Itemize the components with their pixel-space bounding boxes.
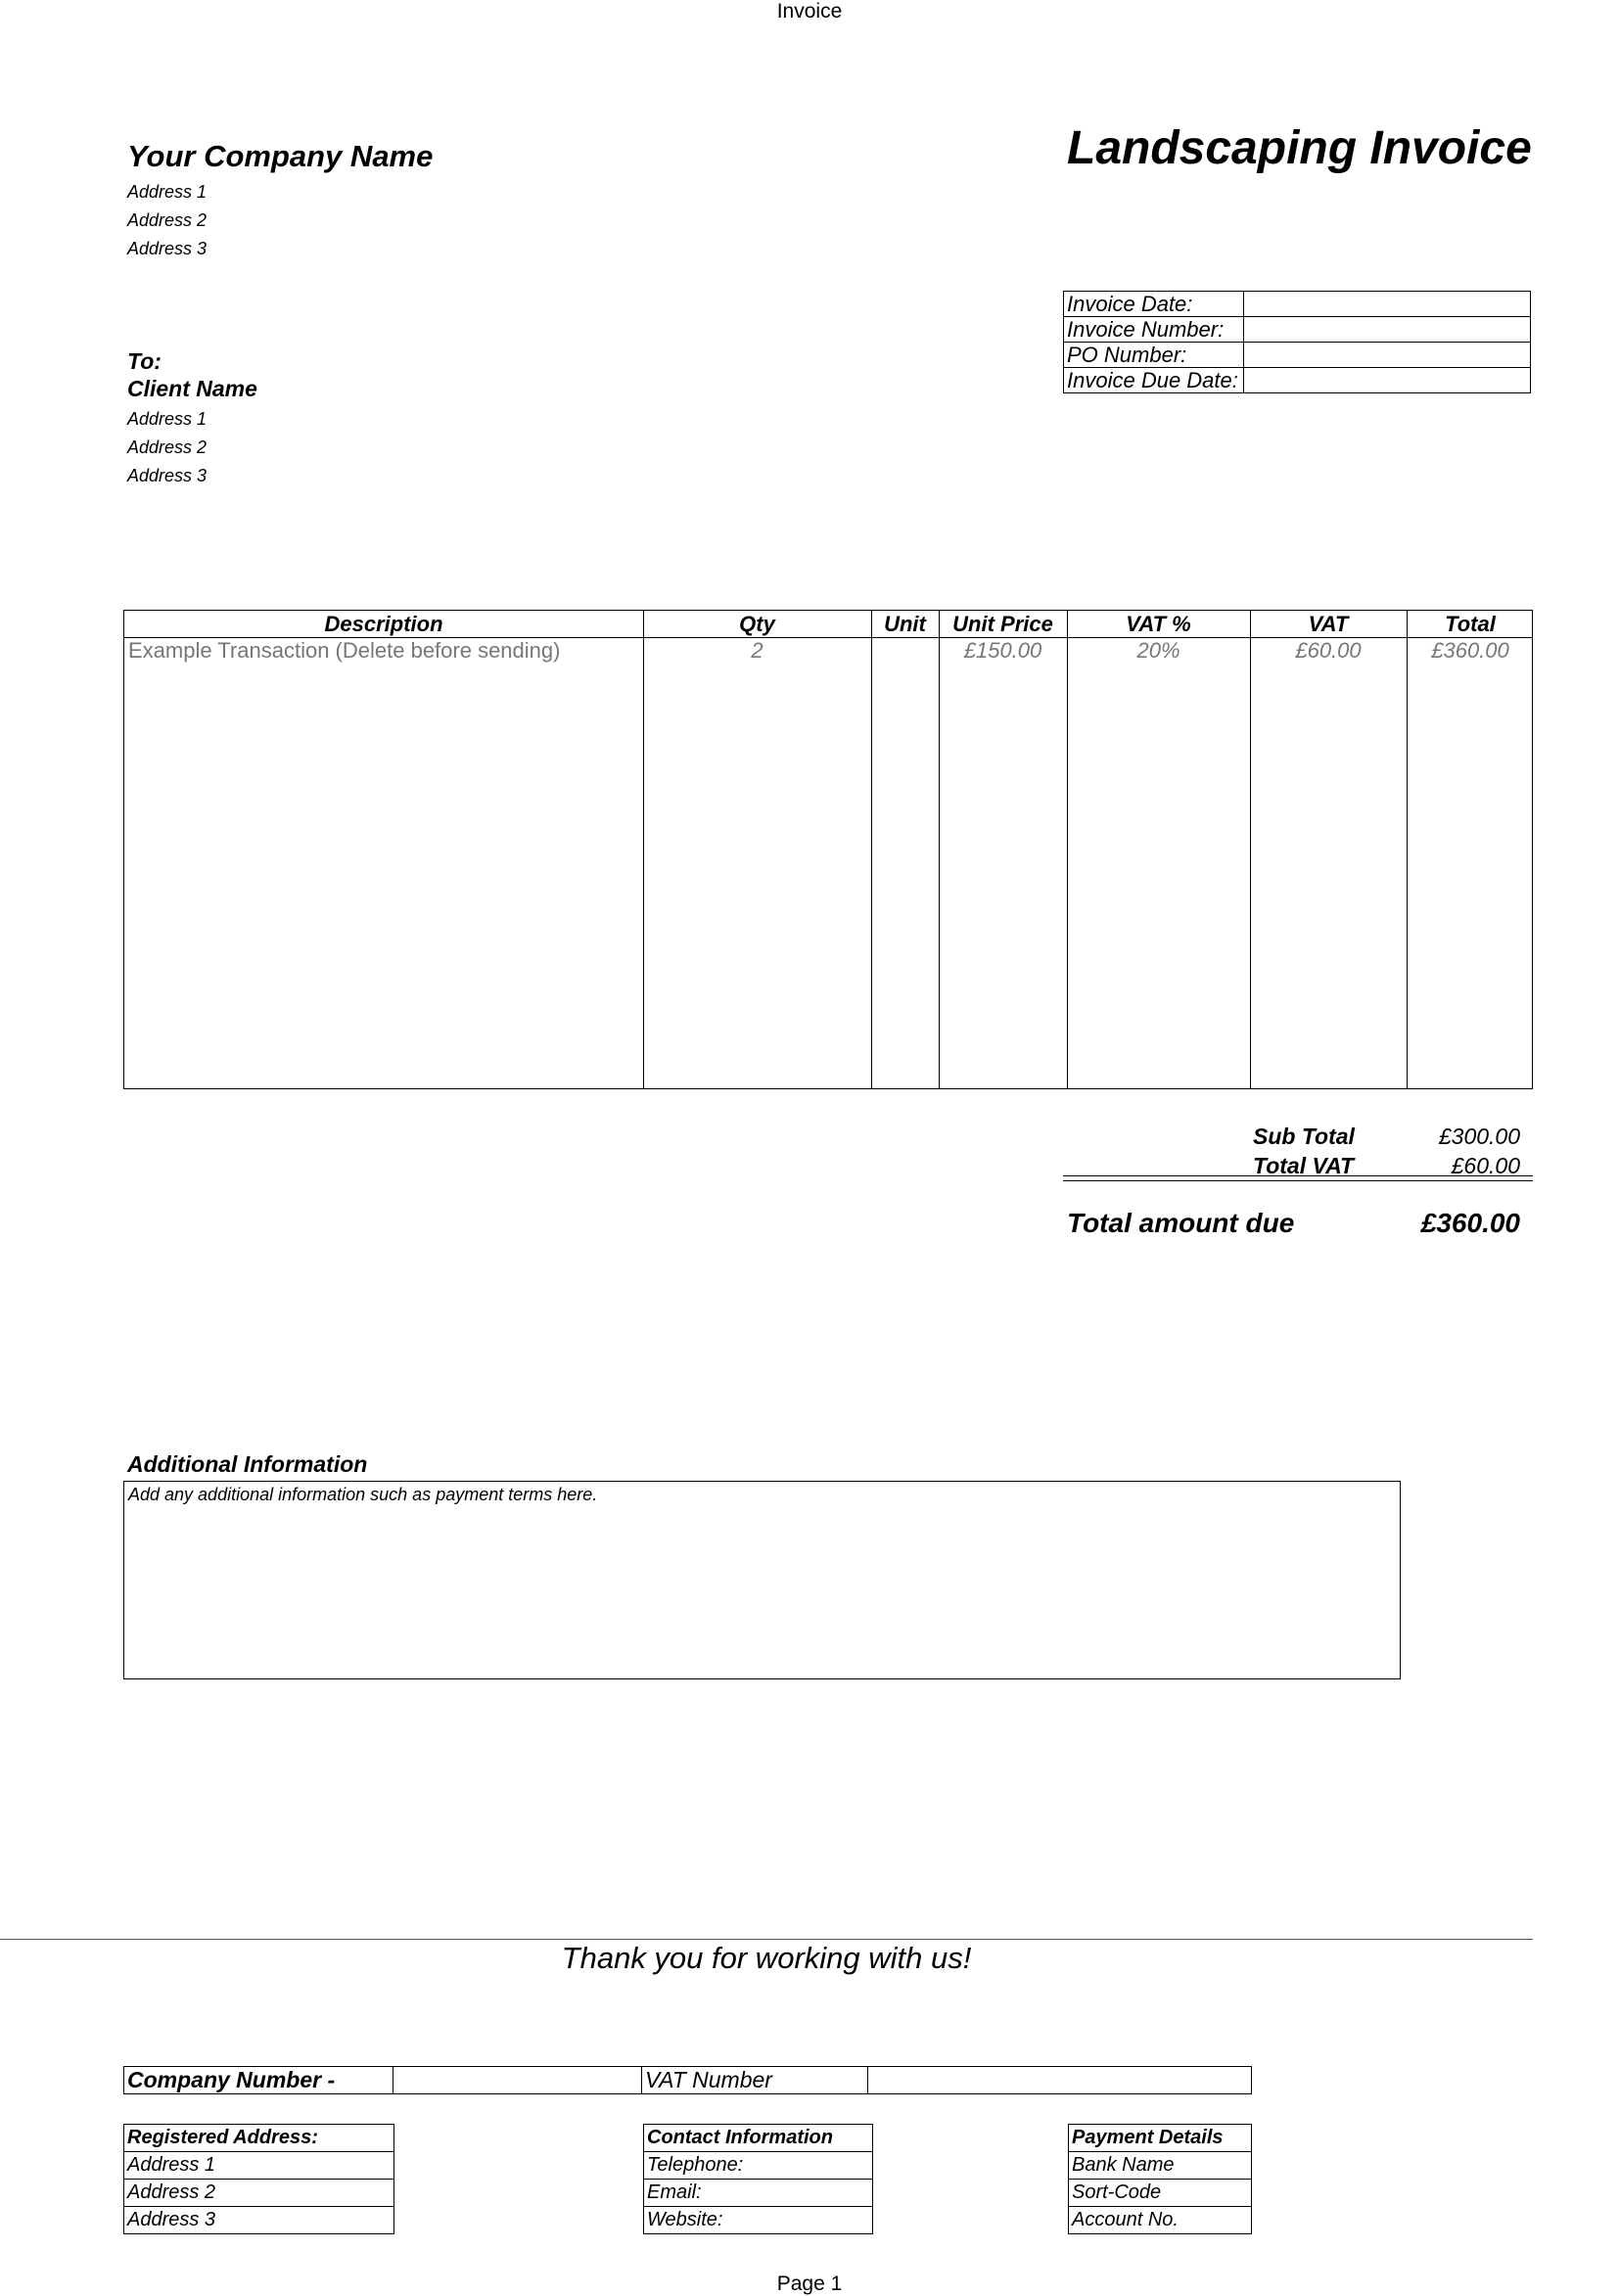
header-unit: Unit	[884, 612, 926, 636]
client-address-1: Address 1	[127, 409, 208, 429]
client-address-2: Address 2	[127, 437, 208, 457]
invoice-due-date-label: Invoice Due Date:	[1064, 368, 1244, 393]
registered-address-table	[123, 2124, 394, 2234]
column-divider	[871, 611, 872, 1088]
contact-website: Website:	[644, 2207, 873, 2234]
line-items-table	[123, 610, 1533, 1089]
registered-address-title: Registered Address:	[124, 2125, 394, 2152]
header-unit-price: Unit Price	[952, 612, 1053, 636]
item-description[interactable]: Example Transaction (Delete before sending)	[128, 638, 561, 663]
total-due-label: Total amount due	[1067, 1208, 1295, 1238]
payment-details-title: Payment Details	[1069, 2125, 1252, 2152]
header-vat: VAT	[1308, 612, 1349, 636]
item-unit-price[interactable]: £150.00	[963, 638, 1042, 663]
page-number: Page 1	[776, 2273, 843, 2295]
registered-address-1: Address 1	[124, 2152, 394, 2180]
payment-bank-name: Bank Name	[1069, 2152, 1252, 2180]
header-qty: Qty	[739, 612, 775, 636]
company-address-2: Address 2	[127, 210, 208, 230]
payment-account-no: Account No.	[1069, 2207, 1252, 2234]
po-number-row	[1064, 343, 1531, 368]
invoice-due-date-row	[1064, 368, 1531, 393]
header-description: Description	[324, 612, 443, 636]
subtotal-value: £300.00	[1438, 1124, 1520, 1149]
column-divider	[643, 611, 644, 1088]
document-title: Landscaping Invoice	[1067, 122, 1532, 174]
contact-telephone: Telephone:	[644, 2152, 873, 2180]
item-qty[interactable]: 2	[751, 638, 763, 663]
vat-number-label: VAT Number	[642, 2067, 868, 2094]
company-address-3: Address 3	[127, 239, 208, 258]
total-vat-value: £60.00	[1451, 1153, 1520, 1178]
total-vat-label: Total VAT	[1253, 1153, 1355, 1178]
payment-details-table	[1068, 2124, 1252, 2234]
item-total: £360.00	[1431, 638, 1509, 663]
invoice-number-label: Invoice Number:	[1064, 317, 1244, 343]
po-number-value[interactable]	[1244, 343, 1531, 368]
subtotal-label: Sub Total	[1253, 1124, 1355, 1149]
client-name: Client Name	[127, 376, 257, 401]
thanks-divider	[0, 1939, 1533, 1940]
company-name: Your Company Name	[127, 139, 434, 173]
invoice-date-value[interactable]	[1244, 292, 1531, 317]
contact-info-title: Contact Information	[644, 2125, 873, 2152]
invoice-date-label: Invoice Date:	[1064, 292, 1244, 317]
item-vat: £60.00	[1295, 638, 1362, 663]
invoice-date-row	[1064, 292, 1531, 317]
registered-address-3: Address 3	[124, 2207, 394, 2234]
totals-double-rule	[1063, 1175, 1533, 1181]
vat-number-value[interactable]	[868, 2067, 1252, 2094]
header-total: Total	[1445, 612, 1496, 636]
invoice-number-value[interactable]	[1244, 317, 1531, 343]
registered-address-2: Address 2	[124, 2180, 394, 2207]
thank-you-message: Thank you for working with us!	[561, 1941, 972, 1975]
item-unit[interactable]	[871, 638, 939, 664]
item-vat-percent[interactable]: 20%	[1136, 638, 1180, 663]
contact-email: Email:	[644, 2180, 873, 2207]
client-address-3: Address 3	[127, 466, 208, 485]
payment-sort-code: Sort-Code	[1069, 2180, 1252, 2207]
column-divider	[1067, 611, 1068, 1088]
header-vat-percent: VAT %	[1126, 612, 1191, 636]
invoice-number-row	[1064, 317, 1531, 343]
additional-info-text: Add any additional information such as payment terms here.	[128, 1485, 598, 1504]
company-number-label: Company Number -	[124, 2067, 393, 2094]
company-number-value[interactable]	[393, 2067, 642, 2094]
po-number-label: PO Number:	[1064, 343, 1244, 368]
registration-table	[123, 2066, 1252, 2094]
column-divider	[1250, 611, 1251, 1088]
column-divider	[939, 611, 940, 1088]
contact-info-table	[643, 2124, 873, 2234]
company-address-1: Address 1	[127, 182, 208, 202]
additional-info-title: Additional Information	[127, 1451, 368, 1477]
to-label: To:	[127, 348, 162, 374]
invoice-due-date-value[interactable]	[1244, 368, 1531, 393]
page-header: Invoice	[776, 0, 843, 23]
invoice-info-table	[1063, 291, 1531, 393]
total-due-value: £360.00	[1420, 1208, 1520, 1238]
column-divider	[1407, 611, 1408, 1088]
additional-info-box[interactable]	[123, 1481, 1401, 1679]
